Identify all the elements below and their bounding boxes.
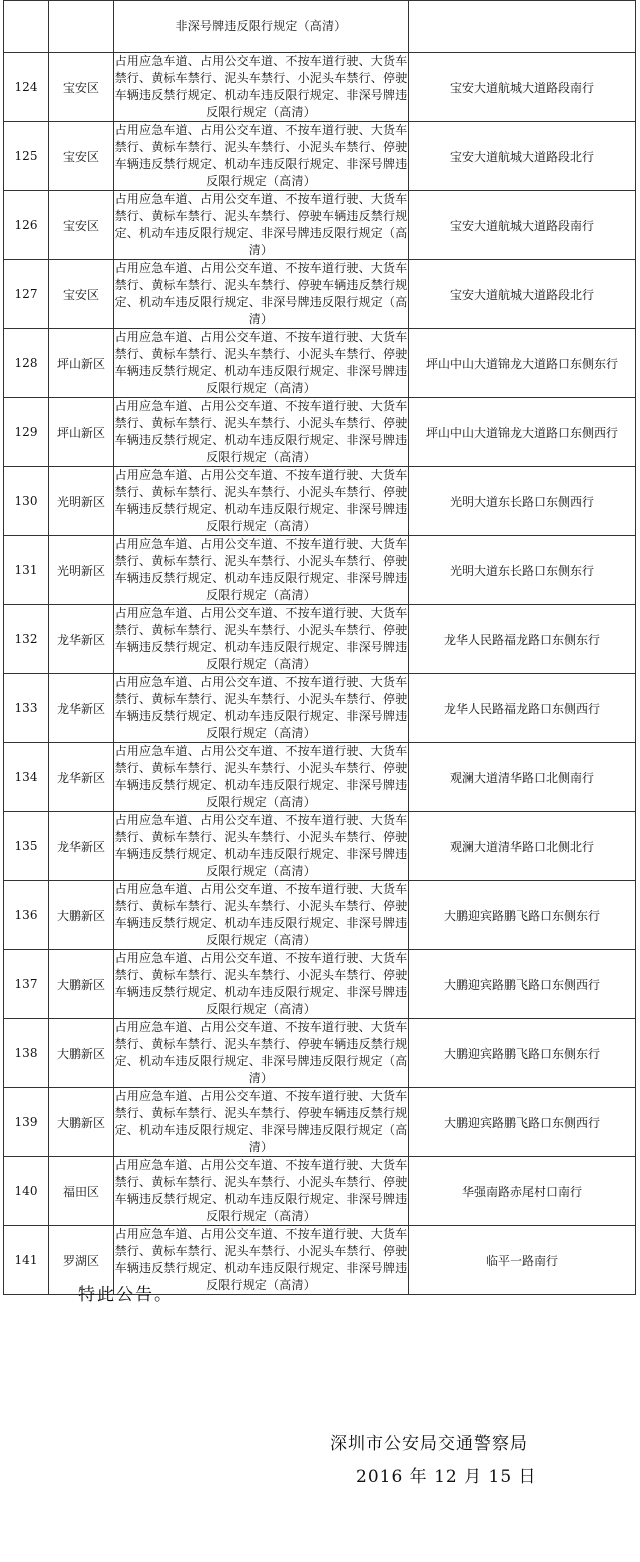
row-number-cell: 141	[4, 1226, 49, 1295]
location-cell: 龙华人民路福龙路口东侧西行	[409, 674, 636, 743]
violation-type-cell: 占用应急车道、占用公交车道、不按车道行驶、大货车禁行、黄标车禁行、泥头车禁行、小泥头车禁行、停驶车辆违反禁行规定、机动车违反限行规定、非深号牌违反限行规定（高清）	[114, 329, 409, 398]
violation-type-cell: 非深号牌违反限行规定（高清）	[114, 1, 409, 53]
table-row	[4, 950, 636, 1019]
violation-type-cell: 占用应急车道、占用公交车道、不按车道行驶、大货车禁行、黄标车禁行、泥头车禁行、小泥头车禁行、停驶车辆违反禁行规定、机动车违反限行规定、非深号牌违反限行规定（高清）	[114, 605, 409, 674]
violation-type-cell: 占用应急车道、占用公交车道、不按车道行驶、大货车禁行、黄标车禁行、泥头车禁行、小泥头车禁行、停驶车辆违反禁行规定、机动车违反限行规定、非深号牌违反限行规定（高清）	[114, 122, 409, 191]
table-row	[4, 1088, 636, 1157]
location-cell: 大鹏迎宾路鹏飞路口东侧西行	[409, 950, 636, 1019]
location-cell: 观澜大道清华路口北侧北行	[409, 812, 636, 881]
district-cell: 光明新区	[49, 536, 114, 605]
table-row	[4, 191, 636, 260]
row-number-cell: 126	[4, 191, 49, 260]
table-row	[4, 467, 636, 536]
district-cell	[49, 1, 114, 53]
district-cell: 龙华新区	[49, 743, 114, 812]
violation-type-cell: 占用应急车道、占用公交车道、不按车道行驶、大货车禁行、黄标车禁行、泥头车禁行、停驶车辆违反禁行规定、机动车违反限行规定、非深号牌违反限行规定（高清）	[114, 1019, 409, 1088]
violation-type-cell: 占用应急车道、占用公交车道、不按车道行驶、大货车禁行、黄标车禁行、泥头车禁行、小泥头车禁行、停驶车辆违反禁行规定、机动车违反限行规定、非深号牌违反限行规定（高清）	[114, 398, 409, 467]
table-row	[4, 605, 636, 674]
row-number-cell: 135	[4, 812, 49, 881]
district-cell: 大鹏新区	[49, 1088, 114, 1157]
location-cell: 大鹏迎宾路鹏飞路口东侧东行	[409, 881, 636, 950]
violation-type-cell: 占用应急车道、占用公交车道、不按车道行驶、大货车禁行、黄标车禁行、泥头车禁行、小泥头车禁行、停驶车辆违反禁行规定、机动车违反限行规定、非深号牌违反限行规定（高清）	[114, 53, 409, 122]
location-cell: 宝安大道航城大道路段北行	[409, 260, 636, 329]
location-cell: 坪山中山大道锦龙大道路口东侧西行	[409, 398, 636, 467]
location-cell: 观澜大道清华路口北侧南行	[409, 743, 636, 812]
district-cell: 宝安区	[49, 53, 114, 122]
district-cell: 大鹏新区	[49, 881, 114, 950]
row-number-cell: 139	[4, 1088, 49, 1157]
district-cell: 大鹏新区	[49, 1019, 114, 1088]
table-row	[4, 398, 636, 467]
row-number-cell: 128	[4, 329, 49, 398]
district-cell: 光明新区	[49, 467, 114, 536]
row-number-cell: 140	[4, 1157, 49, 1226]
row-number-cell: 131	[4, 536, 49, 605]
table-row	[4, 53, 636, 122]
table-row	[4, 536, 636, 605]
violation-type-cell: 占用应急车道、占用公交车道、不按车道行驶、大货车禁行、黄标车禁行、泥头车禁行、小泥头车禁行、停驶车辆违反禁行规定、机动车违反限行规定、非深号牌违反限行规定（高清）	[114, 1226, 409, 1295]
row-number-cell: 136	[4, 881, 49, 950]
table-row	[4, 1157, 636, 1226]
district-cell: 宝安区	[49, 191, 114, 260]
row-number-cell: 134	[4, 743, 49, 812]
table-row	[4, 881, 636, 950]
row-number-cell	[4, 1, 49, 53]
row-number-cell: 125	[4, 122, 49, 191]
violation-type-cell: 占用应急车道、占用公交车道、不按车道行驶、大货车禁行、黄标车禁行、泥头车禁行、小泥头车禁行、停驶车辆违反禁行规定、机动车违反限行规定、非深号牌违反限行规定（高清）	[114, 467, 409, 536]
table-row	[4, 329, 636, 398]
location-cell: 光明大道东长路口东侧东行	[409, 536, 636, 605]
row-number-cell: 138	[4, 1019, 49, 1088]
notice-text: 特此公告。	[78, 1285, 173, 1305]
violation-type-cell: 占用应急车道、占用公交车道、不按车道行驶、大货车禁行、黄标车禁行、泥头车禁行、小泥头车禁行、停驶车辆违反禁行规定、机动车违反限行规定、非深号牌违反限行规定（高清）	[114, 743, 409, 812]
violation-type-cell: 占用应急车道、占用公交车道、不按车道行驶、大货车禁行、黄标车禁行、泥头车禁行、小泥头车禁行、停驶车辆违反禁行规定、机动车违反限行规定、非深号牌违反限行规定（高清）	[114, 1157, 409, 1226]
table-row	[4, 674, 636, 743]
violation-type-cell: 占用应急车道、占用公交车道、不按车道行驶、大货车禁行、黄标车禁行、泥头车禁行、小泥头车禁行、停驶车辆违反禁行规定、机动车违反限行规定、非深号牌违反限行规定（高清）	[114, 950, 409, 1019]
violation-type-cell: 占用应急车道、占用公交车道、不按车道行驶、大货车禁行、黄标车禁行、泥头车禁行、停驶车辆违反禁行规定、机动车违反限行规定、非深号牌违反限行规定（高清）	[114, 191, 409, 260]
violation-type-cell: 占用应急车道、占用公交车道、不按车道行驶、大货车禁行、黄标车禁行、泥头车禁行、小泥头车禁行、停驶车辆违反禁行规定、机动车违反限行规定、非深号牌违反限行规定（高清）	[114, 812, 409, 881]
row-number-cell: 130	[4, 467, 49, 536]
row-number-cell: 127	[4, 260, 49, 329]
location-cell: 宝安大道航城大道路段南行	[409, 191, 636, 260]
district-cell: 宝安区	[49, 260, 114, 329]
district-cell: 龙华新区	[49, 812, 114, 881]
location-cell	[409, 1, 636, 53]
table-row	[4, 122, 636, 191]
district-cell: 龙华新区	[49, 605, 114, 674]
location-cell: 龙华人民路福龙路口东侧东行	[409, 605, 636, 674]
table-body	[4, 1, 636, 1295]
district-cell: 宝安区	[49, 122, 114, 191]
row-number-cell: 124	[4, 53, 49, 122]
location-cell: 坪山中山大道锦龙大道路口东侧东行	[409, 329, 636, 398]
district-cell: 大鹏新区	[49, 950, 114, 1019]
table-row	[4, 743, 636, 812]
table-row	[4, 1, 636, 53]
location-cell: 大鹏迎宾路鹏飞路口东侧东行	[409, 1019, 636, 1088]
violation-type-cell: 占用应急车道、占用公交车道、不按车道行驶、大货车禁行、黄标车禁行、泥头车禁行、小泥头车禁行、停驶车辆违反禁行规定、机动车违反限行规定、非深号牌违反限行规定（高清）	[114, 674, 409, 743]
violation-type-cell: 占用应急车道、占用公交车道、不按车道行驶、大货车禁行、黄标车禁行、泥头车禁行、小泥头车禁行、停驶车辆违反禁行规定、机动车违反限行规定、非深号牌违反限行规定（高清）	[114, 881, 409, 950]
violation-type-cell: 占用应急车道、占用公交车道、不按车道行驶、大货车禁行、黄标车禁行、泥头车禁行、停驶车辆违反禁行规定、机动车违反限行规定、非深号牌违反限行规定（高清）	[114, 1088, 409, 1157]
district-cell: 罗湖区	[49, 1226, 114, 1295]
signature-date: 2016 年 12 月 15 日	[356, 1467, 537, 1487]
row-number-cell: 132	[4, 605, 49, 674]
violation-camera-table	[3, 0, 636, 1295]
table-row	[4, 1019, 636, 1088]
district-cell: 龙华新区	[49, 674, 114, 743]
location-cell: 临平一路南行	[409, 1226, 636, 1295]
district-cell: 福田区	[49, 1157, 114, 1226]
signature-organization: 深圳市公安局交通警察局	[330, 1434, 528, 1454]
table-row	[4, 812, 636, 881]
violation-type-cell: 占用应急车道、占用公交车道、不按车道行驶、大货车禁行、黄标车禁行、泥头车禁行、小泥头车禁行、停驶车辆违反禁行规定、机动车违反限行规定、非深号牌违反限行规定（高清）	[114, 536, 409, 605]
row-number-cell: 133	[4, 674, 49, 743]
district-cell: 坪山新区	[49, 329, 114, 398]
location-cell: 宝安大道航城大道路段南行	[409, 53, 636, 122]
location-cell: 光明大道东长路口东侧西行	[409, 467, 636, 536]
location-cell: 华强南路赤尾村口南行	[409, 1157, 636, 1226]
location-cell: 大鹏迎宾路鹏飞路口东侧西行	[409, 1088, 636, 1157]
district-cell: 坪山新区	[49, 398, 114, 467]
row-number-cell: 137	[4, 950, 49, 1019]
row-number-cell: 129	[4, 398, 49, 467]
violation-type-cell: 占用应急车道、占用公交车道、不按车道行驶、大货车禁行、黄标车禁行、泥头车禁行、停驶车辆违反禁行规定、机动车违反限行规定、非深号牌违反限行规定（高清）	[114, 260, 409, 329]
location-cell: 宝安大道航城大道路段北行	[409, 122, 636, 191]
table-row	[4, 260, 636, 329]
